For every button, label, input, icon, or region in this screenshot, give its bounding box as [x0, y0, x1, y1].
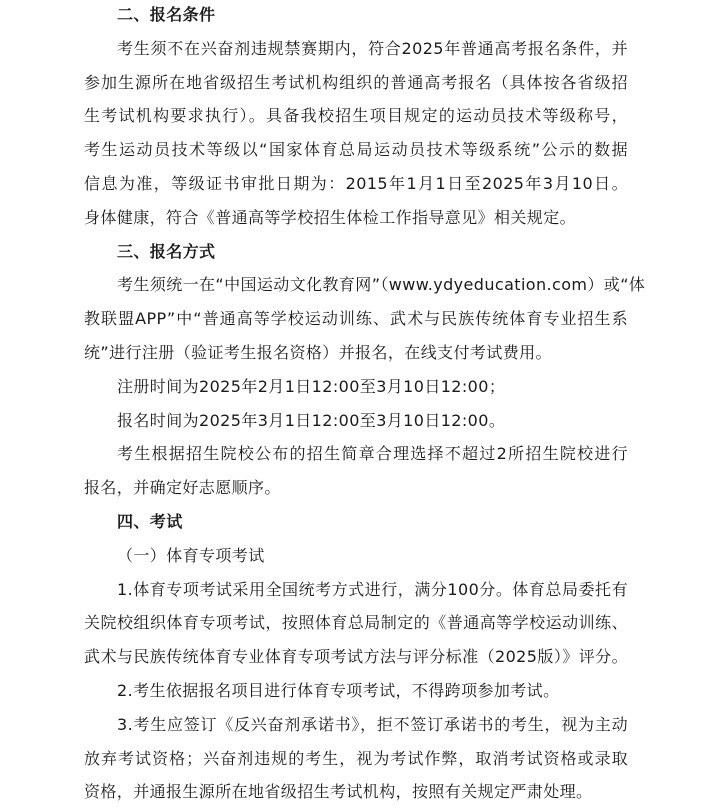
paragraph-line: 教联盟APP”中“普通高等学校运动训练、武术与民族传统体育专业招生系: [84, 309, 628, 329]
paragraph-line: 1.体育专项考试采用全国统考方式进行，满分100分。体育总局委托有: [117, 579, 628, 599]
paragraph-line: 考生运动员技术等级以“国家体育总局运动员技术等级系统”公示的数据: [84, 140, 628, 160]
paragraph-line: 考生须统一在“中国运动文化教育网”（www.ydyeducation.com）或“体: [117, 275, 646, 295]
paragraph-line: 考生须不在兴奋剂违规禁赛期内，符合2025年普通高考报名条件，并: [117, 38, 628, 58]
paragraph-line: 生考试机构要求执行）。具备我校招生项目规定的运动员技术等级称号，: [84, 106, 628, 126]
paragraph-line: 关院校组织体育专项考试，按照体育总局制定的《普通高等学校运动训练、: [84, 613, 628, 633]
paragraph-line: 统”进行注册（验证考生报名资格）并报名，在线支付考试费用。: [84, 342, 552, 362]
paragraph-line: 武术与民族传统体育专业体育专项考试方法与评分标准（2025版）》评分。: [84, 647, 628, 667]
subsection-heading: （一）体育专项考试: [117, 545, 265, 565]
paragraph-line: 3.考生应签订《反兴奋剂承诺书》，拒不签订承诺书的考生，视为主动: [117, 714, 628, 734]
registration-time-line: 注册时间为2025年2月1日12:00至3月10日12:00；: [117, 376, 506, 396]
paragraph-line: 信息为准，等级证书审批日期为：2015年1月1日至2025年3月10日。: [84, 173, 628, 193]
paragraph-line: 资格，并通报生源所在地省级招生考试机构，按照有关规定严肃处理。: [84, 782, 593, 802]
paragraph-line: 报名，并确定好志愿顺序。: [84, 478, 281, 498]
section-heading-registration-method: 三、报名方式: [117, 241, 216, 261]
paragraph-line: 2.考生依据报名项目进行体育专项考试，不得跨项参加考试。: [117, 680, 560, 700]
section-heading-exam: 四、考试: [117, 511, 183, 531]
paragraph-line: 身体健康，符合《普通高等学校招生体检工作指导意见》相关规定。: [84, 207, 577, 227]
paragraph-line: 参加生源所在地省级招生考试机构组织的普通高考报名（具体按各省级招: [84, 72, 628, 92]
section-heading-registration-conditions: 二、报名条件: [117, 5, 216, 24]
paragraph-line: 考生根据招生院校公布的招生简章合理选择不超过2所招生院校进行: [117, 444, 628, 464]
paragraph-line: 放弃考试资格；兴奋剂违规的考生，视为考试作弊，取消考试资格或录取: [84, 748, 628, 768]
signup-time-line: 报名时间为2025年3月1日12:00至3月10日12:00。: [117, 410, 506, 430]
document-page: [84, 0, 646, 809]
